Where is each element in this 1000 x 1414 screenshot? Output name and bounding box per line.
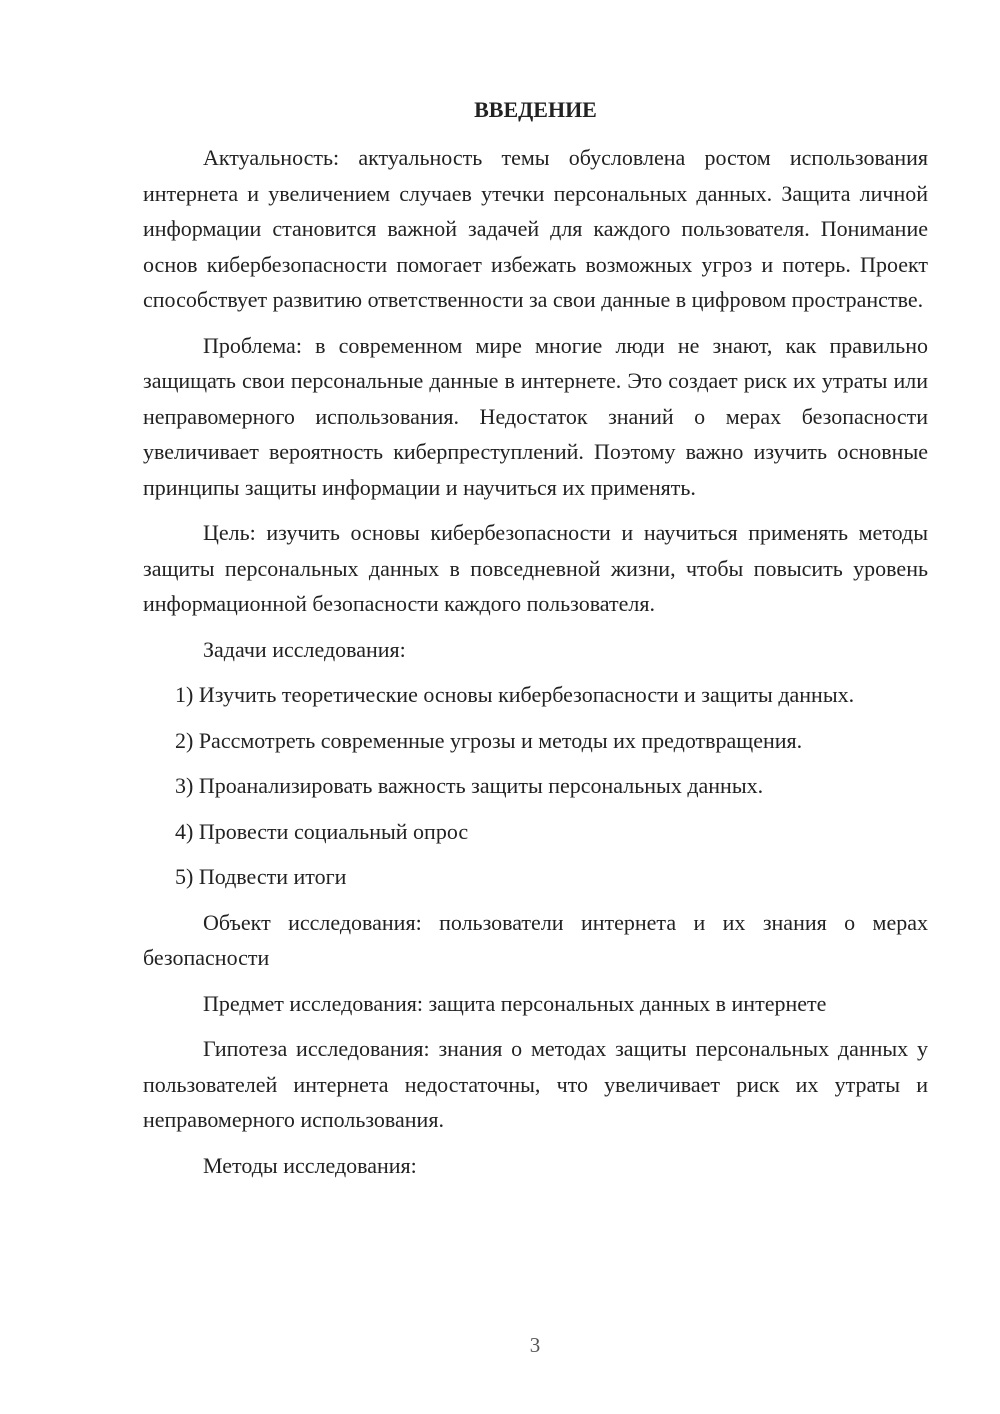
task-item-4: 4) Провести социальный опрос (175, 818, 469, 844)
task-item-5: 5) Подвести итоги (175, 864, 347, 889)
section-title: ВВЕДЕНИЕ (474, 97, 597, 122)
problem-paragraph: Проблема: в современном мире многие люди не знают, как правильно защищать свои персональные данные в интернете. Это создает риск их утраты или неправомерного использования. Недостаток знаний о мерах безопасности увеличивает вероятность киберпреступлений. Поэтому важно изучить основные принципы защиты информации и научиться их применять. (143, 332, 928, 500)
hypothesis-paragraph: Гипотеза исследования: знания о методах защиты персональных данных у пользователей интернета недостаточны, что увеличивает риск их утраты и неправомерного использования. (143, 1036, 928, 1132)
subject-paragraph: Предмет исследования: защита персональных данных в интернете (203, 990, 827, 1016)
task-item-3: 3) Проанализировать важность защиты персональных данных. (175, 773, 764, 798)
goal-paragraph: Цель: изучить основы кибербезопасности и научиться применять методы защиты персональных данных в повседневной жизни, чтобы повысить уровень информационной безопасности каждого пользователя. (143, 520, 928, 616)
tasks-heading: Задачи исследования: (203, 636, 406, 662)
task-item-1: 1) Изучить теоретические основы кибербезопасности и защиты данных. (175, 682, 855, 707)
task-item-2: 2) Рассмотреть современные угрозы и методы их предотвращения. (175, 727, 803, 753)
methods-heading: Методы исследования: (203, 1152, 417, 1178)
relevance-paragraph: Актуальность: актуальность темы обусловлена ростом использования интернета и увеличением случаев утечки персональных данных. Защита личной информации становится важной задачей для каждого пользователя. Понимание основ кибербезопасности помогает избежать возможных угроз и потерь. Проект способствует развитию ответственности за свои данные в цифровом пространстве. (143, 145, 928, 312)
page-number: 3 (529, 1333, 541, 1357)
page-content (143, 92, 928, 1193)
object-paragraph: Объект исследования: пользователи интернета и их знания о мерах безопасности (143, 909, 928, 970)
